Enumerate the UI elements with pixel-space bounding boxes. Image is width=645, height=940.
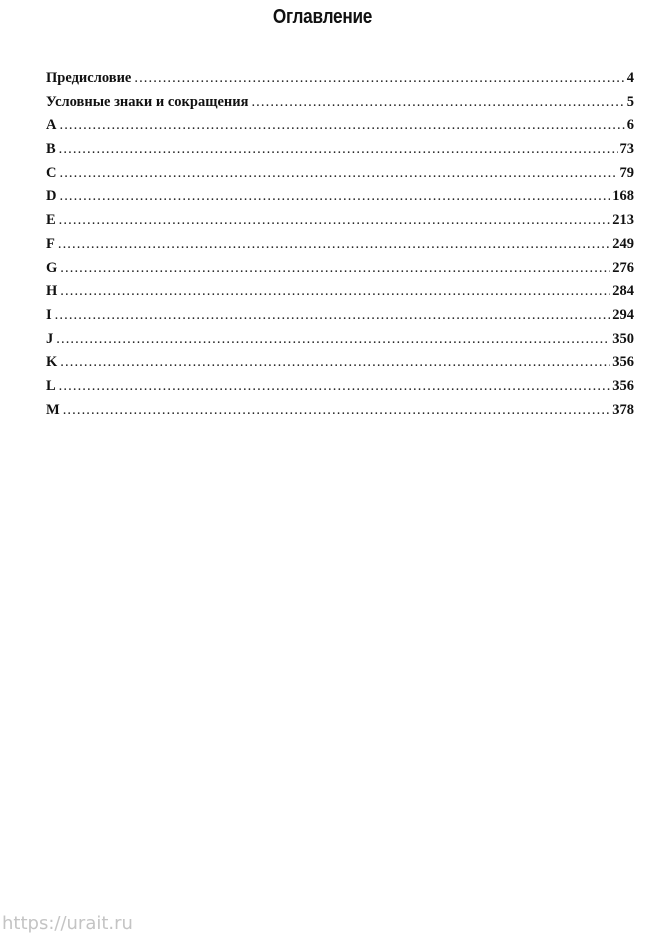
toc-entry-page: 294 [612,306,634,323]
toc-entry-page: 356 [612,354,634,371]
toc-dot-leader [55,304,611,328]
toc-entry-title: L [46,377,56,394]
toc-entry[interactable] [46,162,634,186]
toc-dot-leader [59,185,610,209]
toc-entry[interactable] [46,304,634,328]
toc-entry[interactable] [46,399,634,423]
toc-entry-page: 378 [612,401,634,418]
toc-entry-page: 168 [612,188,634,205]
toc-entry-title: K [46,354,58,371]
toc-dot-leader [56,328,610,352]
toc-entry[interactable] [46,114,634,138]
toc-dot-leader [63,399,611,423]
toc-entry[interactable] [46,280,634,304]
toc-dot-leader [251,91,624,115]
toc-dot-leader [59,114,624,138]
toc-entry-title: I [46,306,52,323]
toc-entry-title: E [46,212,56,229]
toc-entry-title: H [46,283,58,300]
watermark-url: https://urait.ru [2,913,133,934]
toc-entry-title: D [46,188,57,205]
toc-entry-title: A [46,117,57,134]
toc-dot-leader [59,375,611,399]
toc-entry-title: Условные знаки и сокращения [46,93,249,110]
toc-entry-title: G [46,259,58,276]
toc-entry-page: 350 [612,330,634,347]
table-of-contents [46,67,634,422]
toc-entry-title: F [46,235,55,252]
toc-dot-leader [60,280,610,304]
toc-entry-title: B [46,141,56,158]
toc-entry[interactable] [46,375,634,399]
toc-entry[interactable] [46,67,634,91]
toc-entry-page: 73 [619,141,634,158]
toc-entry[interactable] [46,257,634,281]
page-title: Оглавление [272,6,373,28]
toc-entry[interactable] [46,209,634,233]
toc-dot-leader [59,209,611,233]
toc-entry[interactable] [46,351,634,375]
toc-dot-leader [58,233,610,257]
toc-entry[interactable] [46,185,634,209]
toc-entry-page: 213 [612,212,634,229]
toc-entry-page: 4 [626,70,634,86]
toc-dot-leader [59,138,618,162]
toc-entry-page: 79 [619,164,634,181]
toc-entry[interactable] [46,328,634,352]
toc-entry-page: 249 [612,235,634,252]
toc-dot-leader [60,351,610,375]
toc-entry-page: 276 [612,259,634,276]
toc-entry-page: 5 [626,93,634,110]
toc-entry-title: J [46,330,54,347]
toc-entry[interactable] [46,91,634,115]
toc-entry-title: C [46,164,57,181]
toc-dot-leader [60,257,610,281]
toc-entry-page: 356 [612,377,634,394]
toc-dot-leader [59,162,617,186]
toc-entry-page: 284 [612,283,634,300]
toc-entry[interactable] [46,233,634,257]
toc-entry[interactable] [46,138,634,162]
toc-entry-title: Предисловие [46,70,132,86]
toc-entry-page: 6 [626,117,634,134]
toc-dot-leader [134,67,624,91]
toc-entry-title: M [46,401,60,418]
